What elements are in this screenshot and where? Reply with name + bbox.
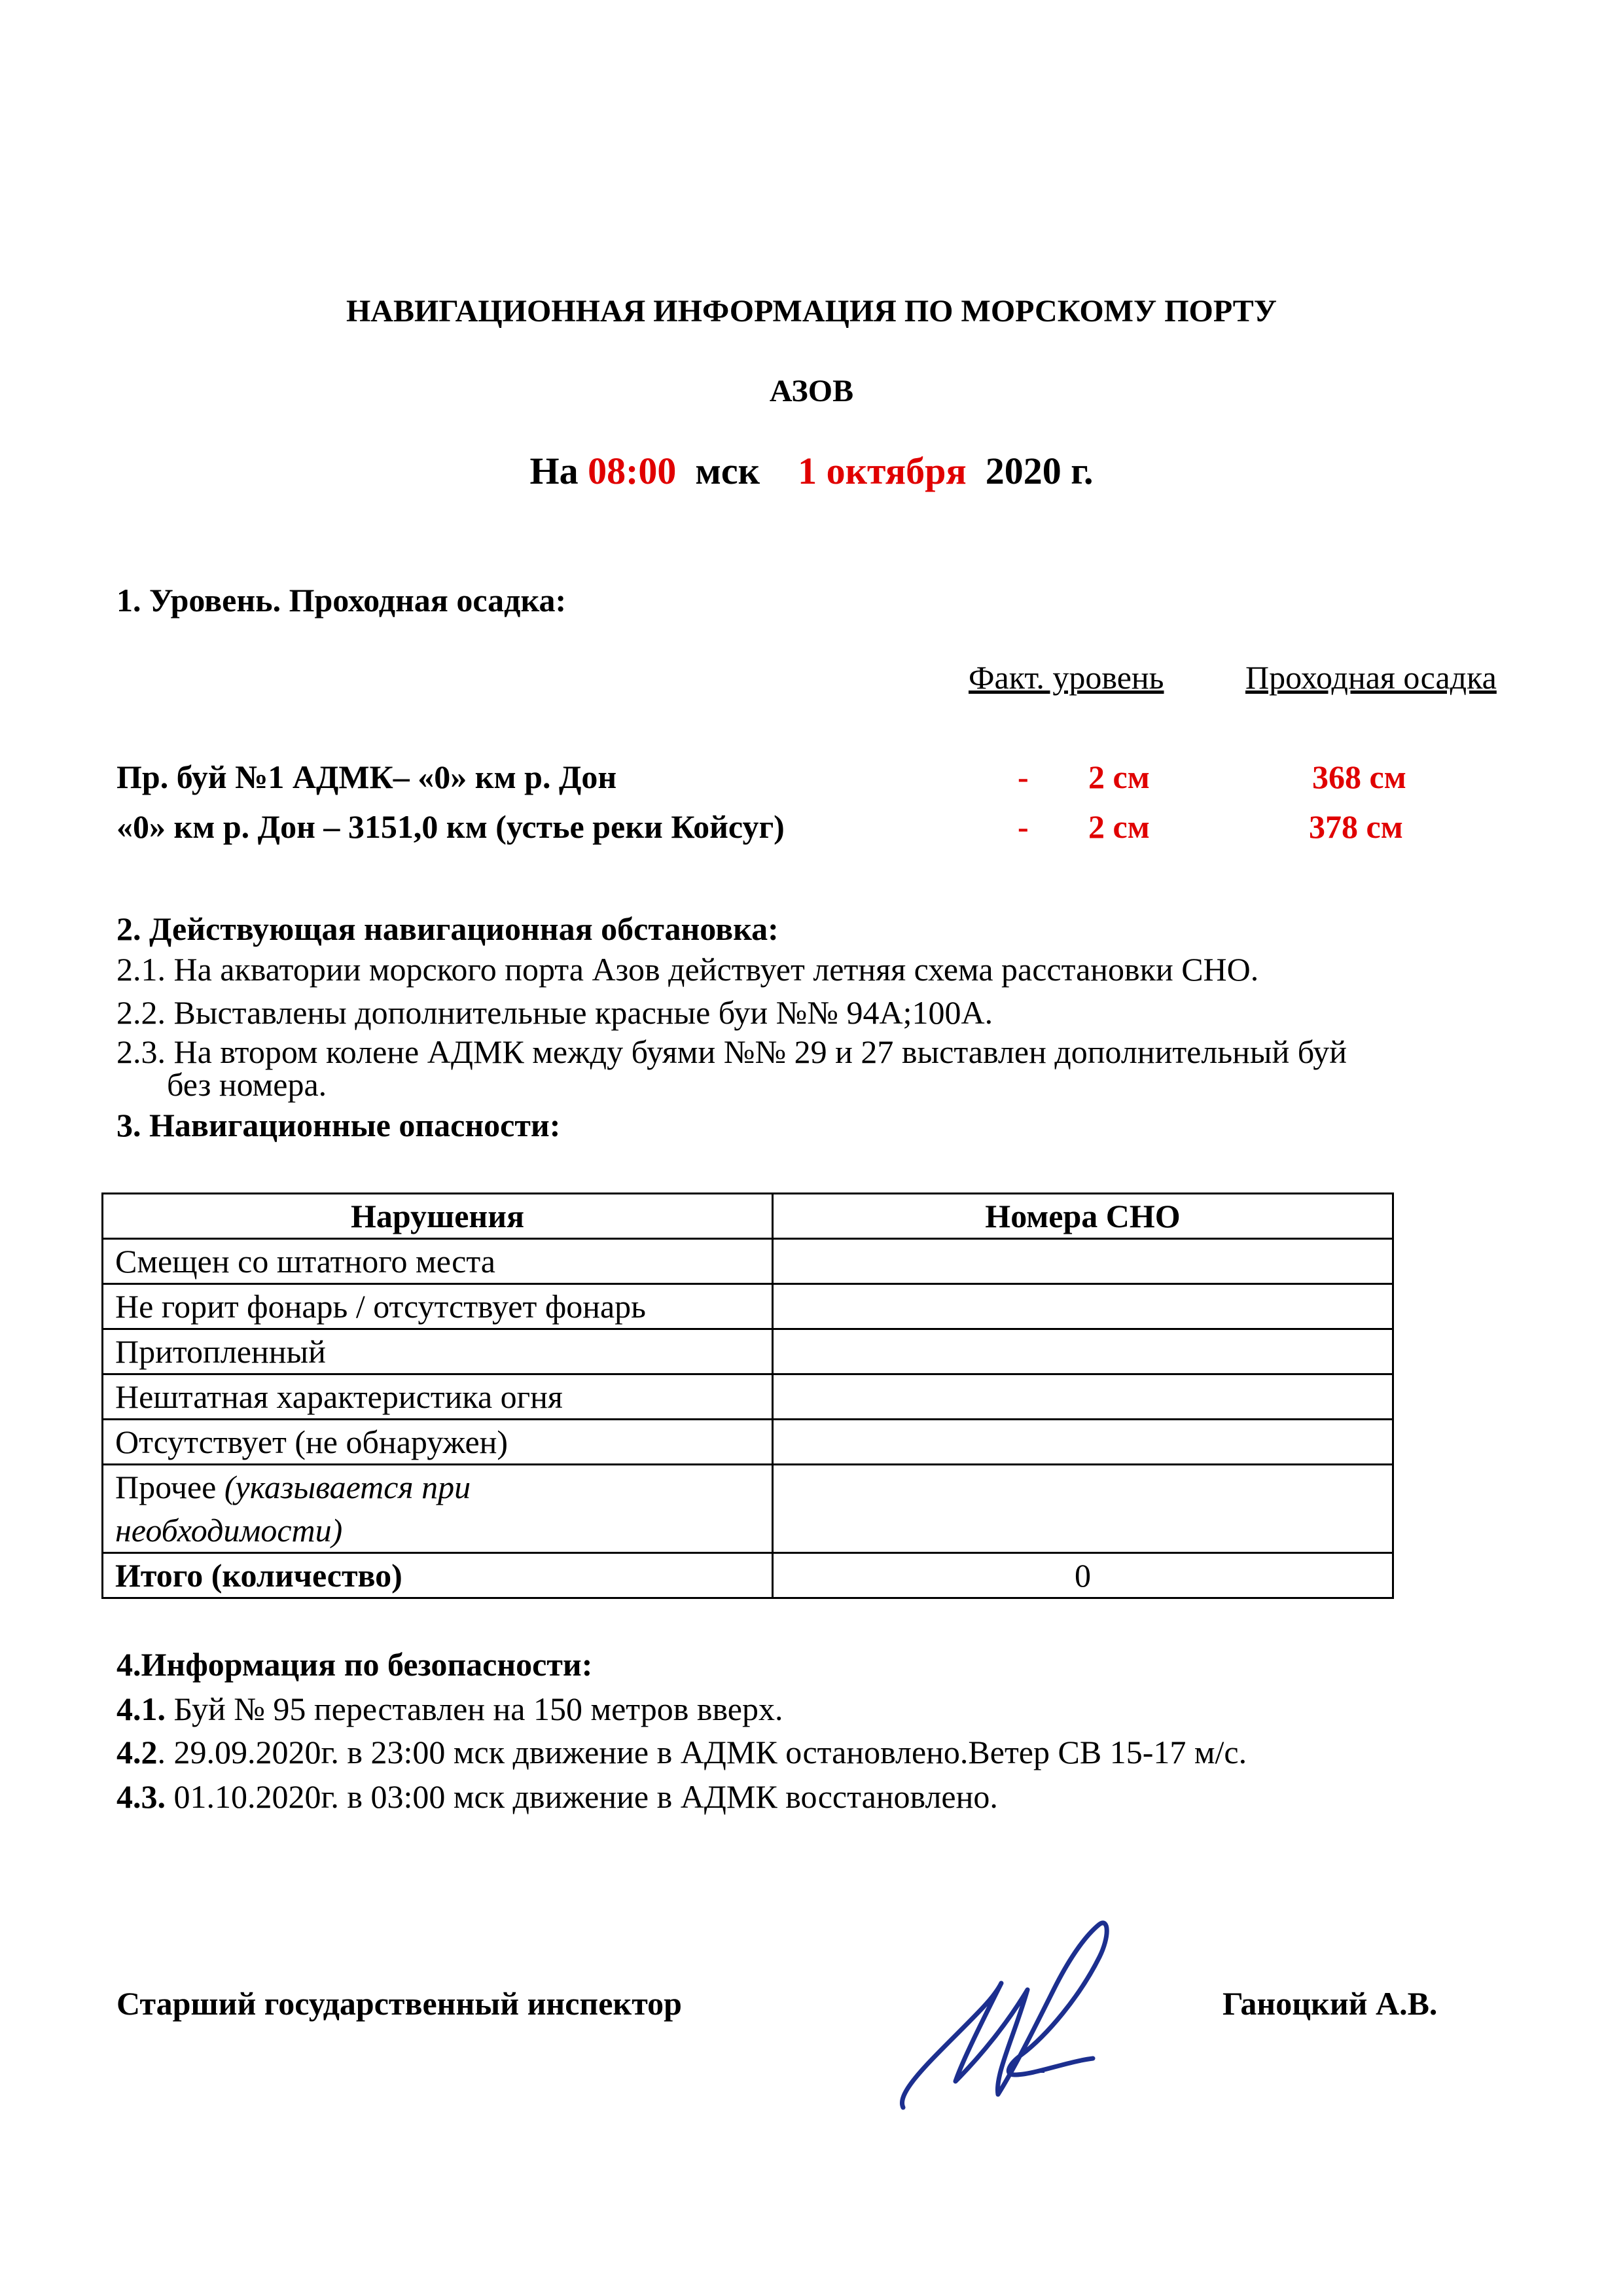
sno-cell xyxy=(773,1420,1393,1465)
report-time: 08:00 xyxy=(588,450,677,492)
safety-item-num: 4.3. xyxy=(116,1778,166,1815)
nav-item-num: 2.2. xyxy=(116,994,166,1031)
col-fact-level: Факт. уровень xyxy=(969,659,1164,696)
table-row xyxy=(103,1420,1393,1465)
table-row xyxy=(103,1329,1393,1374)
sno-cell xyxy=(773,1284,1393,1329)
nav-item-text: На втором колене АДМК между буями №№ 29 и 27 выставлен дополнительный буй xyxy=(173,1033,1347,1070)
report-datetime xyxy=(0,449,1623,493)
safety-item-4-1 xyxy=(116,1690,783,1728)
report-date: 1 октября xyxy=(798,450,967,492)
section1-heading: 1. Уровень. Проходная осадка: xyxy=(116,582,567,619)
table-row xyxy=(103,1284,1393,1329)
signer-name: Ганоцкий А.В. xyxy=(1222,1985,1438,2022)
sno-cell xyxy=(773,1465,1393,1553)
report-year: 2020 г. xyxy=(985,450,1094,492)
section3-heading: 3. Навигационные опасности: xyxy=(116,1107,561,1143)
level-row-2-level: 2 см xyxy=(1088,808,1150,845)
nav-item-text: На акватории морского порта Азов действует летняя схема расстановки СНО. xyxy=(173,951,1259,988)
violation-cell: Смещен со штатного места xyxy=(103,1239,773,1284)
table-row xyxy=(103,1239,1393,1284)
nav-item-2-1 xyxy=(116,950,1258,988)
dangers-table xyxy=(101,1193,1394,1599)
safety-item-text: . 29.09.2020г. в 23:00 мск движение в АДМК остановлено.Ветер СВ 15-17 м/с. xyxy=(157,1734,1247,1770)
violation-cell: Нештатная характеристика огня xyxy=(103,1374,773,1420)
violation-cell-other xyxy=(103,1465,773,1553)
sno-cell xyxy=(773,1239,1393,1284)
nav-item-num: 2.3. xyxy=(116,1033,166,1070)
nav-item-2-3-cont: без номера. xyxy=(167,1066,327,1103)
table-row xyxy=(103,1374,1393,1420)
nav-item-num: 2.1. xyxy=(116,951,166,988)
violation-cell: Не горит фонарь / отсутствует фонарь xyxy=(103,1284,773,1329)
document-title: НАВИГАЦИОННАЯ ИНФОРМАЦИЯ ПО МОРСКОМУ ПОРТУ xyxy=(346,294,1277,329)
violation-cell: Притопленный xyxy=(103,1329,773,1374)
safety-item-text: 01.10.2020г. в 03:00 мск движение в АДМК восстановлено. xyxy=(166,1778,998,1815)
table-header-row xyxy=(103,1194,1393,1239)
safety-item-4-3 xyxy=(116,1778,998,1816)
time-zone: мск xyxy=(695,450,760,492)
safety-item-4-2 xyxy=(116,1733,1247,1771)
table-total-row xyxy=(103,1553,1393,1598)
nav-item-2-2 xyxy=(116,994,993,1031)
section2-heading: 2. Действующая навигационная обстановка: xyxy=(116,910,779,947)
col-sno-numbers: Номера СНО xyxy=(773,1194,1393,1239)
level-row-1-level: 2 см xyxy=(1088,759,1150,795)
date-prefix: На xyxy=(529,450,579,492)
signer-position: Старший государственный инспектор xyxy=(116,1985,682,2022)
level-row-2-sign: - xyxy=(1018,808,1029,845)
level-row-2-draft: 378 см xyxy=(1309,808,1403,845)
level-row-1-draft: 368 см xyxy=(1312,759,1406,795)
other-note: (указывается при xyxy=(224,1469,471,1505)
other-label: Прочее xyxy=(115,1469,217,1505)
violation-cell: Отсутствует (не обнаружен) xyxy=(103,1420,773,1465)
level-row-1-label: Пр. буй №1 АДМК– «0» км р. Дон xyxy=(116,759,617,795)
level-row-2-label: «0» км р. Дон – 3151,0 км (устье реки Койсуг) xyxy=(116,808,785,845)
port-name: АЗОВ xyxy=(769,374,854,408)
sno-cell xyxy=(773,1374,1393,1420)
col-draft: Проходная осадка xyxy=(1245,659,1497,696)
total-value: 0 xyxy=(773,1553,1393,1598)
sno-cell xyxy=(773,1329,1393,1374)
signature xyxy=(883,1911,1158,2121)
section4-heading: 4.Информация по безопасности: xyxy=(116,1646,593,1683)
col-violations: Нарушения xyxy=(103,1194,773,1239)
table-row-other xyxy=(103,1465,1393,1553)
safety-item-text: Буй № 95 переставлен на 150 метров вверх. xyxy=(166,1691,783,1727)
safety-item-num: 4.2 xyxy=(116,1734,158,1770)
nav-item-text: Выставлены дополнительные красные буи №№ 94А;100А. xyxy=(173,994,993,1031)
total-label: Итого (количество) xyxy=(103,1553,773,1598)
other-note-cont: необходимости) xyxy=(115,1512,343,1549)
level-row-1-sign: - xyxy=(1018,759,1029,795)
safety-item-num: 4.1. xyxy=(116,1691,166,1727)
